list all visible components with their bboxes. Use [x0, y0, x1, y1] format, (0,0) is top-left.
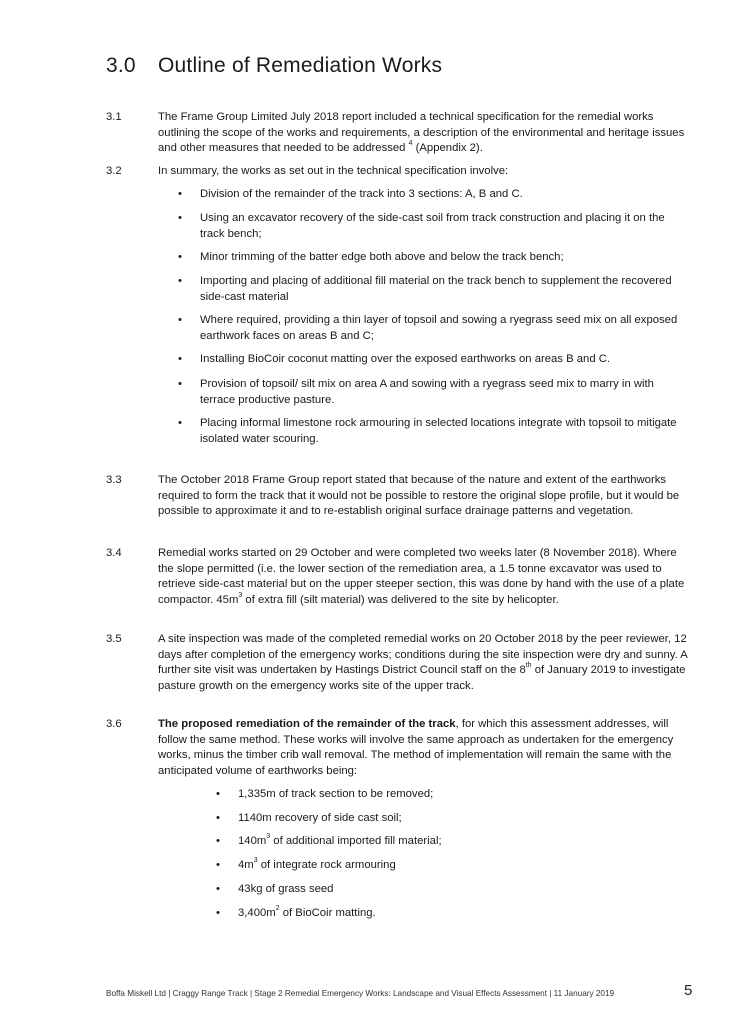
paragraph-3-4 [106, 546, 691, 608]
footnote-ref: 4 [408, 140, 413, 148]
section-number: 3.0 [106, 54, 136, 77]
list-item: • Minor trimming of the batter edge both above and below the track bench; [178, 251, 564, 263]
list-item: • $4m^3$ of integrate rock armouring [216, 857, 396, 871]
paragraph-text: A site inspection was made of the completed remedial works on 20 October 2018 by the peer reviewer, 12 days after completion of the emergency works; conditions during the site inspection were dry and sunny. A further site visit was undertaken by Hastings District Council staff on the 8th of January 2019 to investigate pasture growth on the emergency works site of the upper track. [158, 633, 688, 692]
paragraph-3-3 [106, 473, 691, 520]
bold-lead: The proposed remediation of the remainder of the track [158, 718, 456, 730]
page-number: 5 [684, 982, 693, 999]
superscript: 3 [238, 592, 243, 600]
paragraph-text: The Frame Group Limited July 2018 report included a technical specification for the remedial works outlining the scope of the works and requirements, a description of the environmental and heritage issues and other measures that needed to be addressed $^4$ (Appendix 2). [158, 111, 685, 155]
page-footer: Boffa Miskell Ltd | Craggy Range Track | Stage 2 Remedial Emergency Works: Landscape and Visual Effects Assessment | 11 January 2019 [106, 989, 615, 998]
list-item: • Where required, providing a thin layer of topsoil and sowing a ryegrass seed mix on all exposed earthwork faces on areas B and C; [178, 314, 678, 342]
list-item: • Importing and placing of additional fill material on the track bench to supplement the recovered side-cast material [178, 275, 672, 303]
list-item: • Using an excavator recovery of the side-cast soil from track construction and placing it on the track bench; [178, 212, 665, 240]
list-item: • Placing informal limestone rock armouring in selected locations integrate with topsoil to mitigate isolated water scouring. [178, 417, 677, 445]
paragraph-3-5 [106, 632, 691, 694]
paragraph-number: 3.3 [106, 474, 122, 486]
paragraph-number: 3.1 [106, 111, 122, 123]
section-title: Outline of Remediation Works [158, 54, 443, 77]
paragraph-3-6 [106, 717, 691, 779]
paragraph-text: In summary, the works as set out in the technical specification involve: [158, 165, 509, 177]
paragraph-3-2 [106, 164, 691, 180]
paragraph-text: The October 2018 Frame Group report stated that because of the nature and extent of the earthworks required to form the track that it would not be possible to restore the original slope profile, but it would be possible to approximate it and to re-establish original surface drainage patterns and vegetation. [158, 474, 680, 518]
list-item: • $3,400m^2$ of BioCoir matting. [216, 905, 376, 919]
superscript: th [525, 662, 532, 670]
list-item: • Division of the remainder of the track into 3 sections: A, B and C. [178, 188, 523, 200]
list-item: • $140m^3$ of additional imported fill material; [216, 833, 442, 847]
paragraph-text: Remedial works started on 29 October and were completed two weeks later (8 November 2018). Where the slope permitted (i.e. the lower section of the remediation area, a 1.5 tonne excavator was used to retrieve side-cast material but on the upper steeper section, this was done by hand with the use of a plate compactor. $45m^3$ of extra fill (silt material) was delivered to the site by helicopter. [158, 547, 685, 606]
paragraph-number: 3.2 [106, 165, 122, 177]
paragraph-number: 3.5 [106, 633, 122, 645]
list-item: • 43kg of grass seed [216, 883, 334, 895]
list-item: • Installing BioCoir coconut matting over the exposed earthworks on areas B and C. [178, 353, 611, 365]
list-item: • Provision of topsoil/ silt mix on area A and sowing with a ryegrass seed mix to marry in with terrace productive pasture. [178, 378, 654, 406]
paragraph-number: 3.6 [106, 718, 122, 730]
section-heading [106, 54, 442, 78]
paragraph-text: The proposed remediation of the remainder of the track, for which this assessment addresses, will follow the same method. These works will involve the same approach as undertaken for the emergency works, minus the timber crib wall removal. The method of implementation will remain the same with the anticipated volume of earthworks being: [158, 718, 674, 777]
paragraph-3-1 [106, 110, 691, 157]
list-item: • 1,335m of track section to be removed; [216, 788, 434, 800]
paragraph-number: 3.4 [106, 547, 122, 559]
list-item: • 1140m recovery of side cast soil; [216, 812, 402, 824]
